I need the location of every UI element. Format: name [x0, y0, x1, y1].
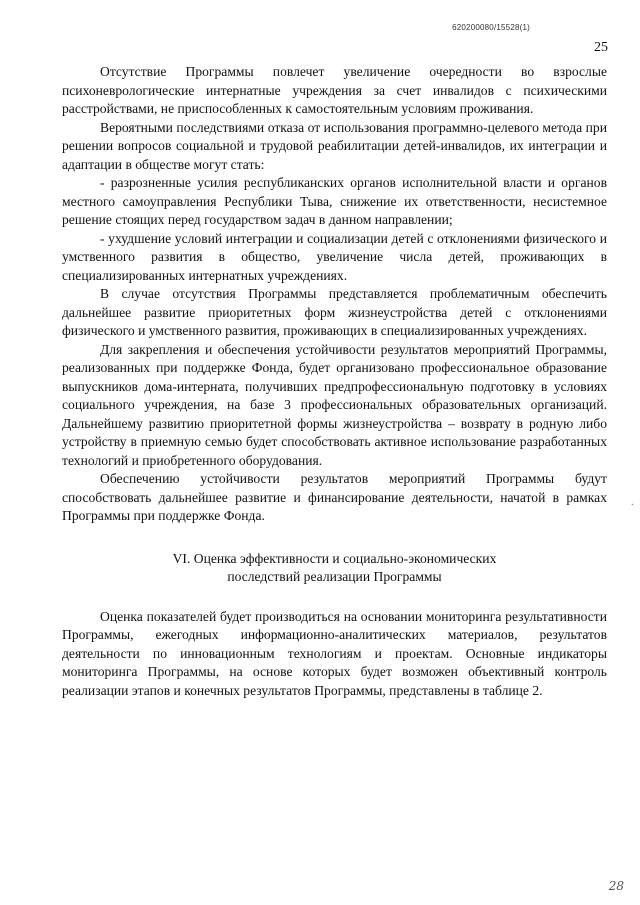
paragraph: Отсутствие Программы повлечет увеличение очередности во взрослые психоневрологические интернатные учреждения за счет инвалидов с психическими расстройствами, не приспособленных к самостоятельным условиям проживания. [62, 64, 607, 116]
section-title-line-2: последствий реализации Программы [227, 569, 442, 584]
document-id: 620200080/15528(1) [452, 23, 530, 32]
document-body [62, 63, 607, 700]
handwritten-page-number: 28 [608, 879, 624, 893]
paragraph: Обеспечению устойчивости результатов мероприятий Программы будут способствовать дальнейшее развитие и финансирование деятельности, начатой в рамках Программы при поддержке Фонда. [62, 471, 607, 523]
list-item: - разрозненные усилия республиканских органов исполнительной власти и органов местного самоуправления Республики Тыва, снижение их ответственности, несистемное решение стоящих перед государством задач в данном направлении; [62, 175, 607, 227]
list-item: - ухудшение условий интеграции и социализации детей с отклонениями физического и умственного развития в общество, увеличение числа детей, проживающих в специализированных интернатных учреждениях. [62, 230, 607, 283]
paragraph: Оценка показателей будет производиться на основании мониторинга результативности Программы, ежегодных информационно-аналитических материалов, результатов деятельности по инновационным технологиям и проектам. Основные индикаторы мониторинга Программы, на основе которых будет возможен объективный контроль реализации этапов и конечных результатов Программы, представлены в таблице 2. [62, 608, 607, 698]
margin-tick-mark: · [630, 500, 634, 511]
paragraph: Для закрепления и обеспечения устойчивости результатов мероприятий Программы, реализованных при поддержке Фонда, будет организовано профессиональное образование выпускников дома-интерната, получивших предпрофессиональную подготовку в условиях социального учреждения, на базе 3 профессиональных образовательных организаций. Дальнейшему развитию приоритетной формы жизнеустройства – возврату в родную либо устройству в приемную семью будет способствовать активное использование разработанных технологий и приобретенного оборудования. [62, 341, 607, 468]
section-title [62, 550, 607, 587]
page-number: 25 [594, 40, 608, 55]
section-title-line-1: VI. Оценка эффективности и социально-экономических [172, 550, 497, 566]
paragraph: В случае отсутствия Программы представляется проблематичным обеспечить дальнейшее развитие приоритетных форм жизнеустройства детей с отклонениями физического и умственного развития, проживающих в специализированных учреждениях. [62, 286, 607, 338]
paragraph: Вероятными последствиями отказа от использования программно-целевого метода при решении вопросов социальной и трудовой реабилитации детей-инвалидов, их интеграции и адаптации в обществе могут стать: [62, 119, 607, 172]
